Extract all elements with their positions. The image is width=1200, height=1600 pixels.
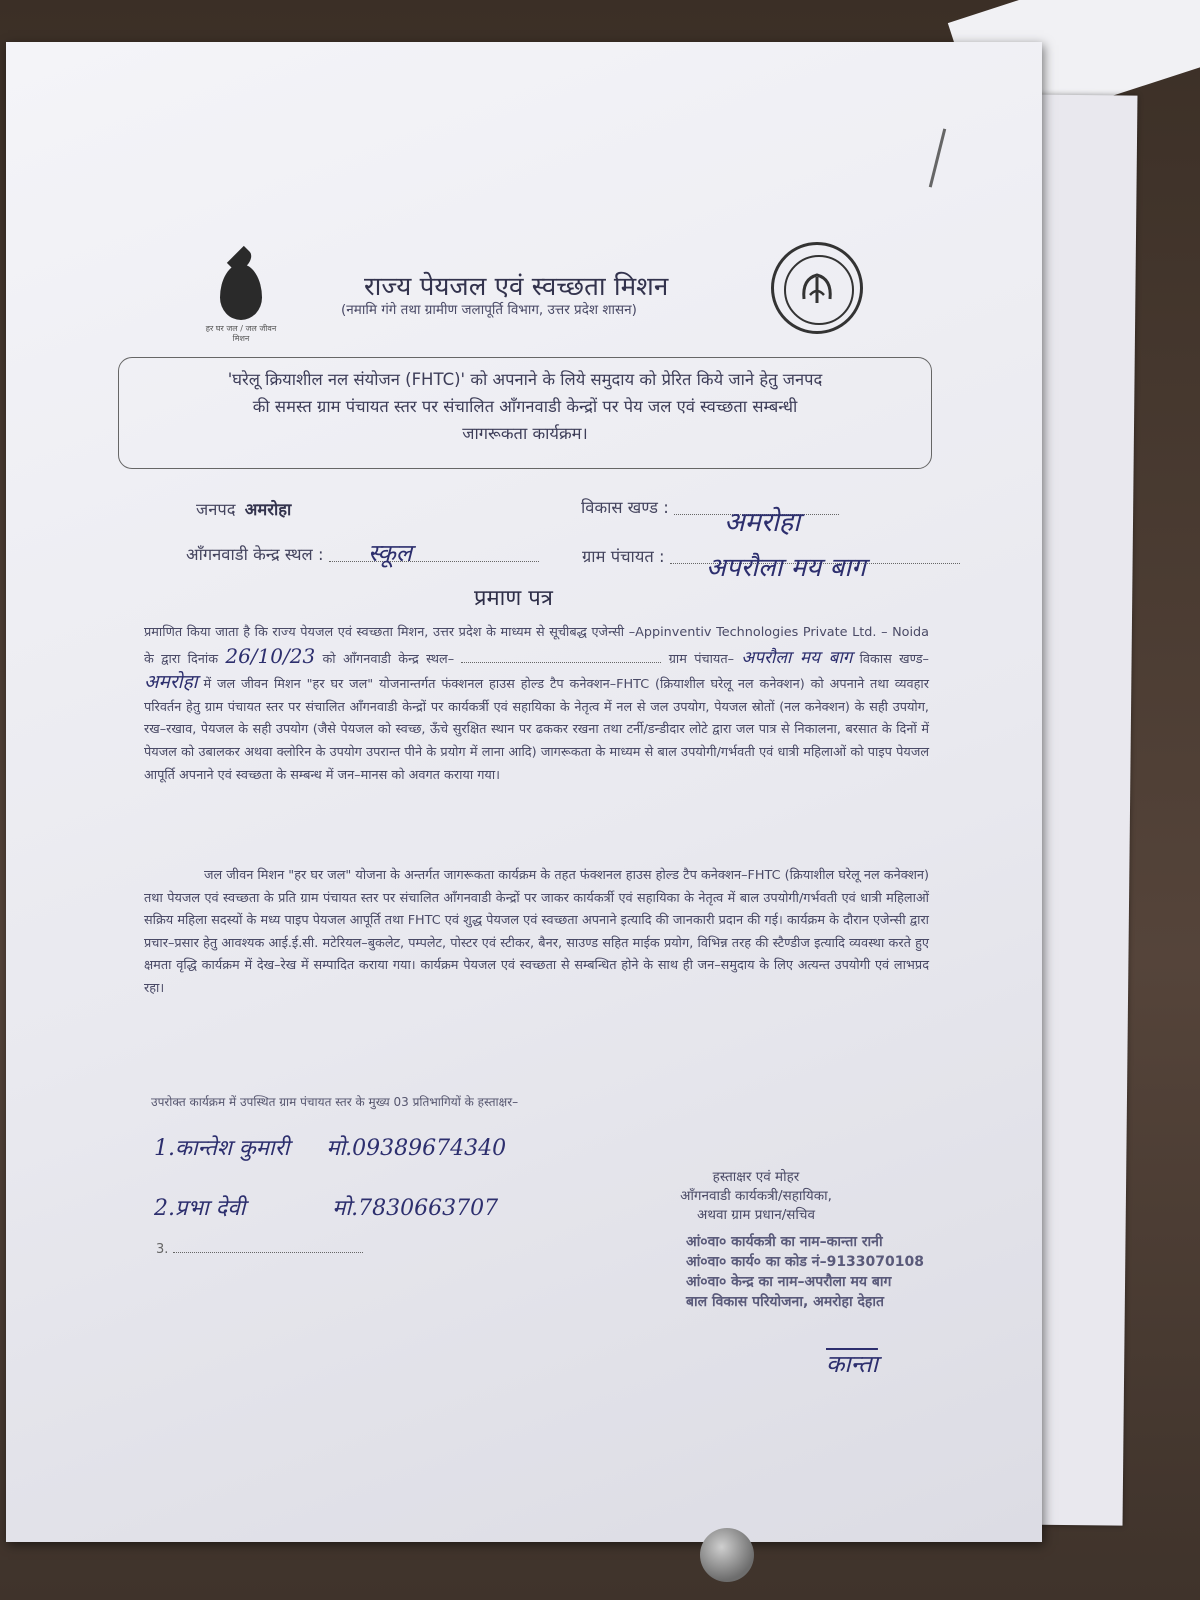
stamp-code: 9133070108 [826,1254,924,1270]
jal-jeevan-logo [201,264,281,344]
water-drop-icon [220,264,262,320]
stamp-line-3: आं०वा० केन्द्र का नाम–अपरौला मय बाग [686,1274,892,1290]
stamp-line-1: आं०वा० कार्यकत्री का नाम–कान्ता रानी [686,1234,883,1250]
stamp-code-label: आं०वा० कार्य० का कोड नं– [686,1254,827,1270]
centre-dotted-line [329,561,539,562]
p1-centre-dotted [461,662,661,663]
participants-note: उपरोक्त कार्यक्रम में उपस्थित ग्राम पंचायत स्तर के मुख्य 03 प्रतिभागियों के हस्ताक्षर– [151,1095,519,1109]
centre-label: आँगनवाडी केन्द्र स्थल : [186,545,324,564]
banner-line-1: 'घरेलू क्रियाशील नल संयोजन (FHTC)' को अपनाने के लिये समुदाय को प्रेरित किये जाने हेतु जनपद [227,370,823,389]
stamp-signature: कान्ता [826,1350,878,1378]
p1-centre: को आँगनवाडी केन्द्र स्थल– [322,651,455,667]
certificate-paragraph-2 [144,865,929,1001]
certificate-page [6,42,1042,1542]
binder-clip [700,1528,754,1582]
participant-3-number: 3. [156,1242,169,1257]
panchayat-handwritten: अपरौला मय बाग [706,553,866,583]
panchayat-label: ग्राम पंचायत : [582,547,665,566]
stamp-line-4: बाल विकास परियोजना, अमरोहा देहात [686,1294,884,1310]
centre-field [186,542,539,565]
official-stamp [686,1232,926,1312]
participant-3-dotted [173,1252,363,1253]
page-subtitle: (नमामि गंगे तथा ग्रामीण जलापूर्ति विभाग, उत्तर प्रदेश शासन) [341,302,637,318]
district-value: अमरोहा [244,500,292,519]
certificate-paragraph-1 [144,622,929,787]
page-title: राज्य पेयजल एवं स्वच्छता मिशन [364,272,669,302]
p1-intro: प्रमाणित किया जाता है कि राज्य पेयजल एवं स्वच्छता मिशन, उत्तर प्रदेश के माध्यम से सूचीबद्ध एजेन्सी –Appinventiv Technologies Private Ltd. – Noida के द्वारा दिनांक [144,625,929,667]
block-field [581,495,839,518]
p1-date: 26/10/23 [225,643,316,668]
program-banner [118,357,932,469]
participant-1-phone: मो.09389674340 [326,1136,507,1161]
block-label: विकास खण्ड : [581,498,669,517]
signatory-line-1: हस्ताक्षर एवं मोहर [712,1169,800,1185]
centre-handwritten: स्कूल [368,539,413,567]
participant-2-name: 2.प्रभा देवी [154,1196,246,1221]
district-label: जनपद [196,500,236,519]
p1-panchayat-handwritten: अपरौला मय बाग [741,647,853,668]
participant-2-phone: मो.7830663707 [332,1196,499,1221]
signatory-line-2: आँगनवाडी कार्यकत्री/सहायिका, [680,1188,832,1204]
p1-block-handwritten: अमरोहा [144,671,198,694]
certificate-title: प्रमाण पत्र [474,586,553,611]
up-government-seal [771,242,863,334]
signatory-block [656,1168,856,1225]
banner-line-2: की समस्त ग्राम पंचायत स्तर पर संचालित आँगनवाडी केन्द्रों पर पेय जल एवं स्वच्छता सम्बन्धी [252,397,798,416]
p1-body: में जल जीवन मिशन "हर घर जल" योजनान्तर्गत फंक्शनल हाउस होल्ड टैप कनेक्शन–FHTC (क्रियाशील घरेलू नल कनेक्शन) को अपनाने तथा व्यवहार परिवर्तन हेतु ग्राम पंचायत स्तर पर संचालित आँगनवाडी केन्द्रों पर कार्यकर्त्री एवं सहायिका के नेतृत्व में नल से जल उपयोग, पेयजल स्रोतों (नल कनेक्शन) के सही उपयोग, रख–रखाव, पेयजल के सही उपयोग (जैसे पेयजल को स्वच्छ, ऊँचे सुरक्षित स्थान पर ढककर रखना तथा टर्नी/डन्डीदार लोटे द्वारा जल पात्र से निकालना, बरसात के दिनों में पेयजल को उबालकर अथवा क्लोरिन के उपयोग उपरान्त पीने के प्रयोग में लाना आदि) जागरूकता के माध्यम से बाल उपयोगी/गर्भवती एवं धात्री महिलाओं को पाइप पेयजल आपूर्ति अपनाने एवं स्वच्छता के सम्बन्ध में जन–मानस को अवगत कराया गया। [144,677,929,783]
pen-mark [929,129,946,188]
p1-panchayat-label: ग्राम पंचायत– [668,651,735,667]
participant-3 [156,1242,363,1257]
block-handwritten: अमरोहा [724,507,801,538]
participant-1 [154,1132,506,1162]
p2-body: जल जीवन मिशन "हर घर जल" योजना के अन्तर्गत जागरूकता कार्यक्रम के तहत फंक्शनल हाउस होल्ड टैप कनेक्शन–FHTC (क्रियाशील घरेलू नल कनेक्शन) तथा पेयजल एवं स्वच्छता के प्रति ग्राम पंचायत स्तर पर संचालित आँगनवाडी केन्द्रों पर जाकर कार्यकर्त्री एवं सहायिका के नेतृत्व में बाल उपयोगी/गर्भवती एवं धात्री महिलाओं सक्रिय महिला सदस्यों के मध्य पाइप पेयजल आपूर्ति तथा FHTC एवं शुद्ध पेयजल एवं स्वच्छता अपनाने इत्यादि की जानकारी प्रदान की गई। कार्यक्रम के दौरान एजेन्सी द्वारा प्रचार–प्रसार हेतु आवश्यक आई.ई.सी. मटेरियल–बुकलेट, पम्पलेट, पोस्टर एवं स्टीकर, बैनर, साउण्ड सहित माईक प्रयोग, विभिन्न तरह की स्टैण्डीज इत्यादि व्यवस्था करते हुए क्षमता वृद्धि कार्यक्रम में देख–रेख में सम्पादित कराया गया। कार्यक्रम पेयजल एवं स्वच्छता से सम्बन्धित होने के साथ ही जन–समुदाय के लिए अत्यन्त उपयोगी एवं लाभप्रद रहा। [144,868,929,996]
stamp-line-2 [686,1252,926,1272]
p1-block-label: विकास खण्ड– [859,651,929,667]
district-field [196,497,291,520]
participant-1-name: 1.कान्तेश कुमारी [154,1136,290,1161]
fish-emblem-icon [798,269,836,307]
logo-caption: हर घर जल / जल जीवन मिशन [205,324,277,343]
signatory-line-3: अथवा ग्राम प्रधान/सचिव [697,1207,815,1223]
participant-2 [154,1192,498,1222]
banner-line-3: जागरूकता कार्यक्रम। [462,424,588,443]
